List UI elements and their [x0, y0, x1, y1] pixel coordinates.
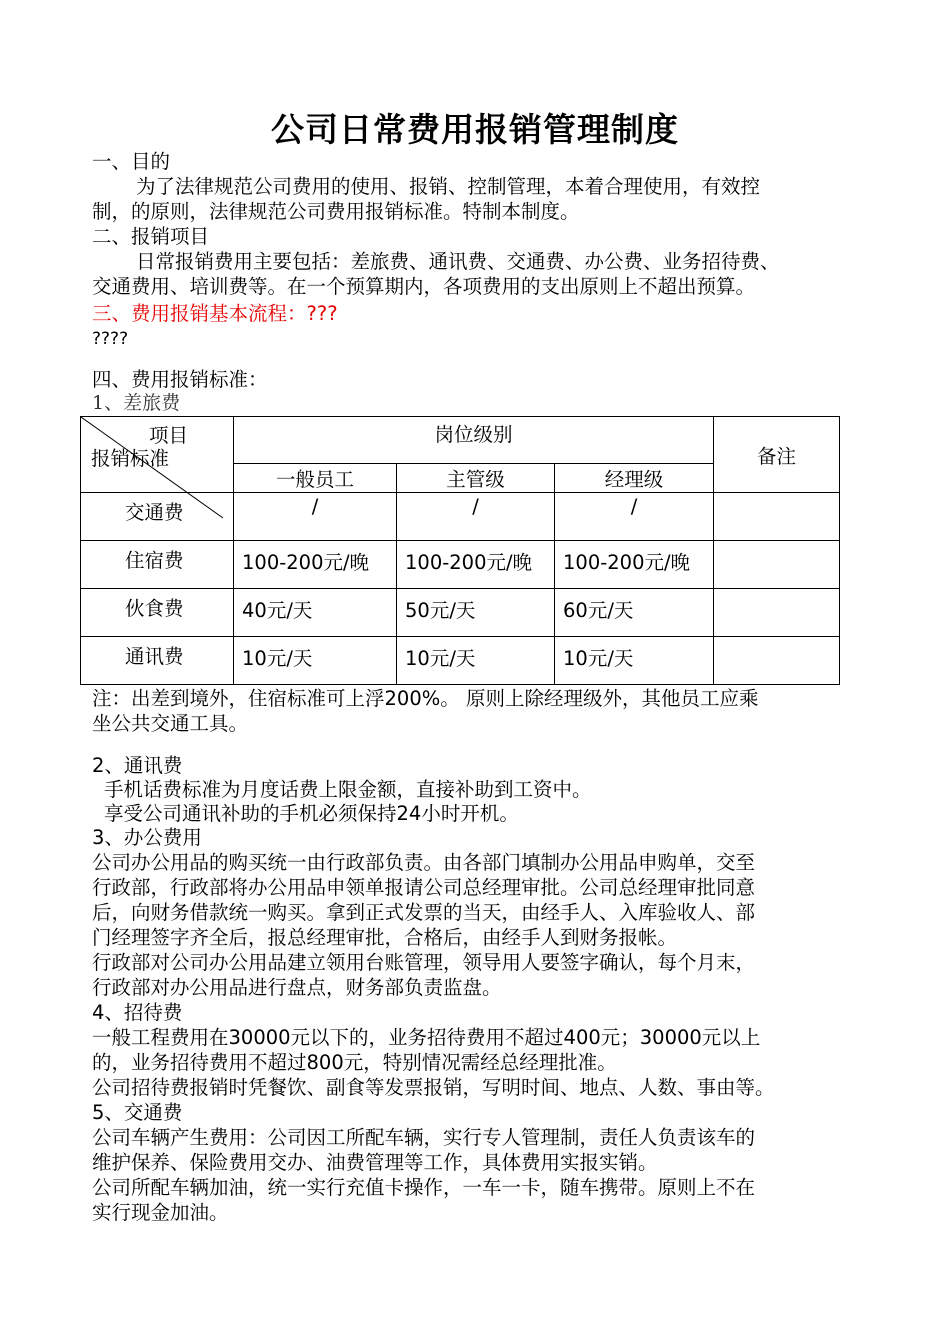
document-title: 公司日常费用报销管理制度: [271, 110, 679, 149]
paragraph-line: 行政部，行政部将办公用品申领单报请公司总经理审批。公司总经理审批同意: [92, 876, 756, 899]
paragraph-line: 享受公司通讯补助的手机必须保持24小时开机。: [104, 802, 519, 825]
table-cell: [714, 541, 840, 589]
table-row: [81, 637, 840, 685]
header-level-supervisor: 主管级: [397, 464, 555, 493]
header-level-manager: 经理级: [555, 464, 714, 493]
table-cell: 60元/天: [555, 589, 714, 637]
table-cell: [714, 589, 840, 637]
row-label: 伙食费: [81, 589, 234, 637]
table-cell: [714, 637, 840, 685]
table-cell: 10元/天: [555, 637, 714, 685]
table-note-line: 注：出差到境外，住宿标准可上浮200%。 原则上除经理级外，其他员工应乘: [92, 687, 759, 710]
section-heading-purpose: 一、目的: [92, 150, 171, 173]
header-position-level: 岗位级别: [234, 417, 714, 464]
header-remark: 备注: [714, 417, 840, 493]
table-row: [81, 589, 840, 637]
paragraph-line: 交通费用、培训费等。在一个预算期内，各项费用的支出原则上不超出预算。: [92, 275, 756, 298]
table-corner-cell: [81, 417, 234, 493]
table-cell: 10元/天: [234, 637, 397, 685]
subheading-hospitality: 4、招待费: [92, 1001, 183, 1024]
subheading-travel: 1、差旅费: [92, 392, 181, 414]
section-heading-standards: 四、费用报销标准：: [92, 368, 268, 391]
table-cell: /: [397, 493, 555, 541]
process-body: ????: [92, 329, 129, 349]
paragraph-line: 日常报销费用主要包括：差旅费、通讯费、交通费、办公费、业务招待费、: [136, 250, 780, 273]
paragraph-line: 行政部对办公用品进行盘点，财务部负责监盘。: [92, 976, 502, 999]
paragraph-line: 行政部对公司办公用品建立领用台账管理，领导用人要签字确认，每个月末，: [92, 951, 756, 974]
paragraph-line: 后，向财务借款统一购买。拿到正式发票的当天，由经手人、入库验收人、部: [92, 901, 756, 924]
paragraph-line: 实行现金加油。: [92, 1201, 229, 1224]
subheading-communication: 2、通讯费: [92, 754, 183, 777]
table-cell: /: [234, 493, 397, 541]
paragraph-line: 维护保养、保险费用交办、油费管理等工作，具体费用实报实销。: [92, 1151, 658, 1174]
table-cell: [714, 493, 840, 541]
paragraph-line: 公司办公用品的购买统一由行政部负责。由各部门填制办公用品申购单，交至: [92, 851, 756, 874]
paragraph-line: 公司所配车辆加油，统一实行充值卡操作，一车一卡，随车携带。原则上不在: [92, 1176, 756, 1199]
paragraph-line: 的，业务招待费用不超过800元，特别情况需经总经理批准。: [92, 1051, 617, 1074]
paragraph-line: 制，的原则，法律规范公司费用报销标准。特制本制度。: [92, 200, 580, 223]
header-level-staff: 一般员工: [234, 464, 397, 493]
corner-label-item: 项目: [149, 424, 189, 447]
table-note-line: 坐公共交通工具。: [92, 712, 249, 735]
table-cell: 50元/天: [397, 589, 555, 637]
corner-label-standard: 报销标准: [91, 447, 170, 470]
subheading-transport: 5、交通费: [92, 1101, 183, 1124]
section-heading-items: 二、报销项目: [92, 225, 210, 248]
row-label: 通讯费: [81, 637, 234, 685]
table-cell: 100-200元/晚: [234, 541, 397, 589]
subheading-office: 3、办公费用: [92, 826, 202, 849]
travel-standard-table: [80, 416, 840, 685]
table-cell: /: [555, 493, 714, 541]
paragraph-line: 为了法律规范公司费用的使用、报销、控制管理，本着合理使用，有效控: [136, 175, 761, 198]
table-row: [81, 541, 840, 589]
row-label: 住宿费: [81, 541, 234, 589]
table-cell: 100-200元/晚: [555, 541, 714, 589]
paragraph-line: 公司车辆产生费用：公司因工所配车辆，实行专人管理制，责任人负责该车的: [92, 1126, 756, 1149]
table-cell: 10元/天: [397, 637, 555, 685]
section-heading-process: 三、费用报销基本流程：???: [92, 302, 338, 325]
row-label: 交通费: [81, 493, 234, 541]
paragraph-line: 公司招待费报销时凭餐饮、副食等发票报销，写明时间、地点、人数、事由等。: [92, 1076, 775, 1099]
table-cell: 40元/天: [234, 589, 397, 637]
paragraph-line: 手机话费标准为月度话费上限金额，直接补助到工资中。: [104, 778, 592, 801]
table-cell: 100-200元/晚: [397, 541, 555, 589]
paragraph-line: 一般工程费用在30000元以下的，业务招待费用不超过400元；30000元以上: [92, 1026, 761, 1049]
paragraph-line: 门经理签字齐全后，报总经理审批，合格后，由经手人到财务报帐。: [92, 926, 678, 949]
